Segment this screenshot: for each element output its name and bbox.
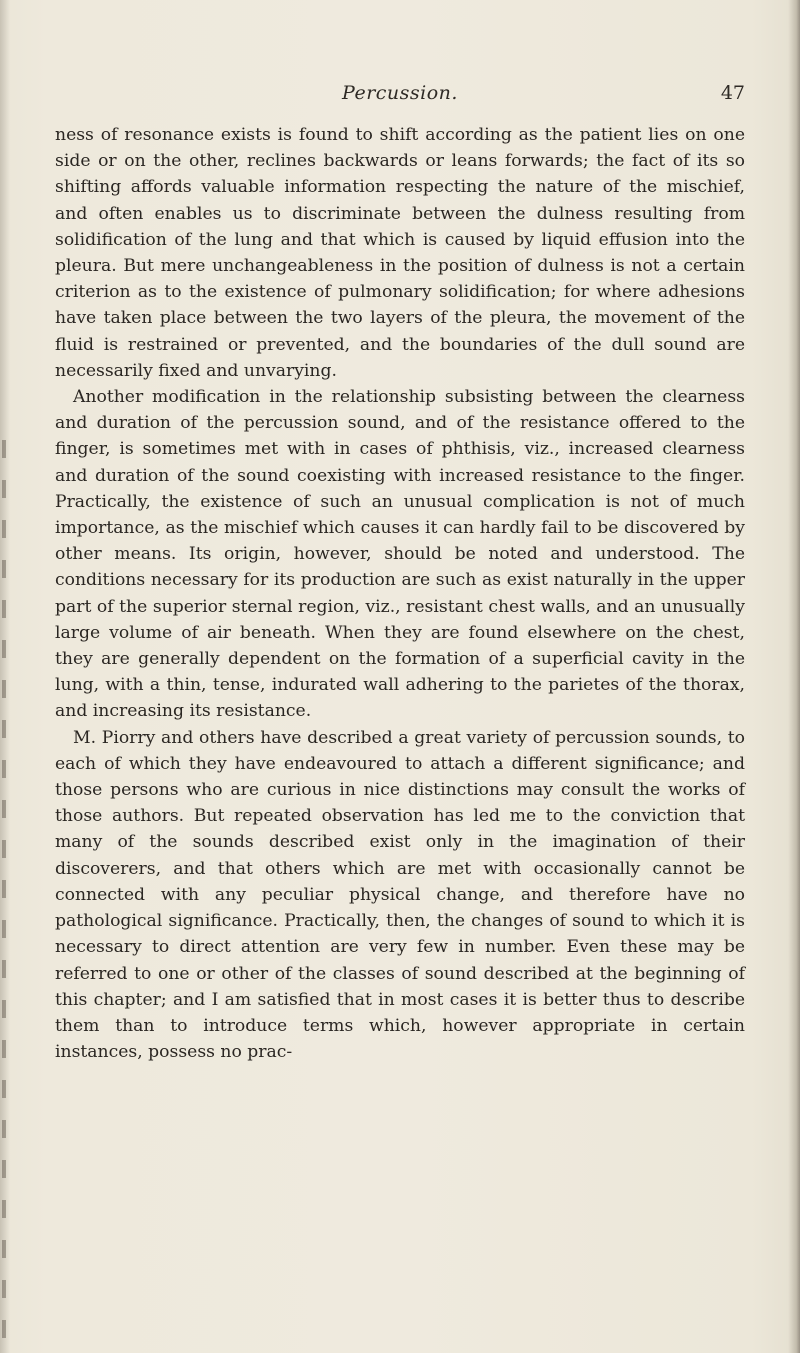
- body-text: [55, 122, 745, 1065]
- binding-stitch-marks: [2, 440, 6, 1340]
- paragraph-continuation: ness of resonance exists is found to shift according as the patient lies on one side or on the other, reclines backwards or leans forwards; the fact of its so shifting affords valuable information respecting the nature of the mischief, and often enables us to discriminate between the dulness resulting from solidification of the lung and that which is caused by liquid effusion into the pleura. But mere unchangeableness in the position of dulness is not a certain criterion as to the existence of pulmonary solidification; for where adhesions have taken place between the two layers of the pleura, the movement of the fluid is restrained or prevented, and the boundaries of the dull sound are necessarily fixed and unvarying.: [55, 125, 745, 381]
- page-header: [55, 82, 745, 112]
- paragraph-modification: Another modification in the relationship subsisting between the clearness and duration of the percussion sound, and of the resistance offered to the finger, is sometimes met with in cases of phthisis, viz., increased clearness and duration of the sound coexisting with increased resistance to the finger. Practically, the existence of such an unusual complication is not of much importance, as the mischief which causes it can hardly fail to be discovered by other means. Its origin, however, should be noted and understood. The conditions necessary for its production are such as exist naturally in the upper part of the superior sternal region, viz., resistant chest walls, and an unusually large volume of air beneath. When they are found elsewhere on the chest, they are generally dependent on the formation of a superficial cavity in the lung, with a thin, tense, indurated wall adhering to the parietes of the thorax, and increasing its resistance.: [55, 387, 745, 722]
- page-right-edge-shadow: [788, 0, 800, 1353]
- paragraph-piorry: M. Piorry and others have described a great variety of percussion sounds, to each of which they have endeavoured to attach a different significance; and those persons who are curious in nice distinctions may consult the works of those authors. But repeated observation has led me to the conviction that many of the sounds described exist only in the imagination of their discoverers, and that others which are met with occasionally cannot be connected with any peculiar physical change, and therefore have no pathological significance. Practically, then, the changes of sound to which it is necessary to direct attention are very few in number. Even these may be referred to one or other of the classes of sound described at the beginning of this chapter; and I am satisfied that in most cases it is better thus to describe them than to introduce terms which, however appropriate in certain instances, possess no prac-: [55, 727, 745, 1063]
- page-number: 47: [720, 82, 745, 104]
- running-head: Percussion.: [342, 82, 458, 104]
